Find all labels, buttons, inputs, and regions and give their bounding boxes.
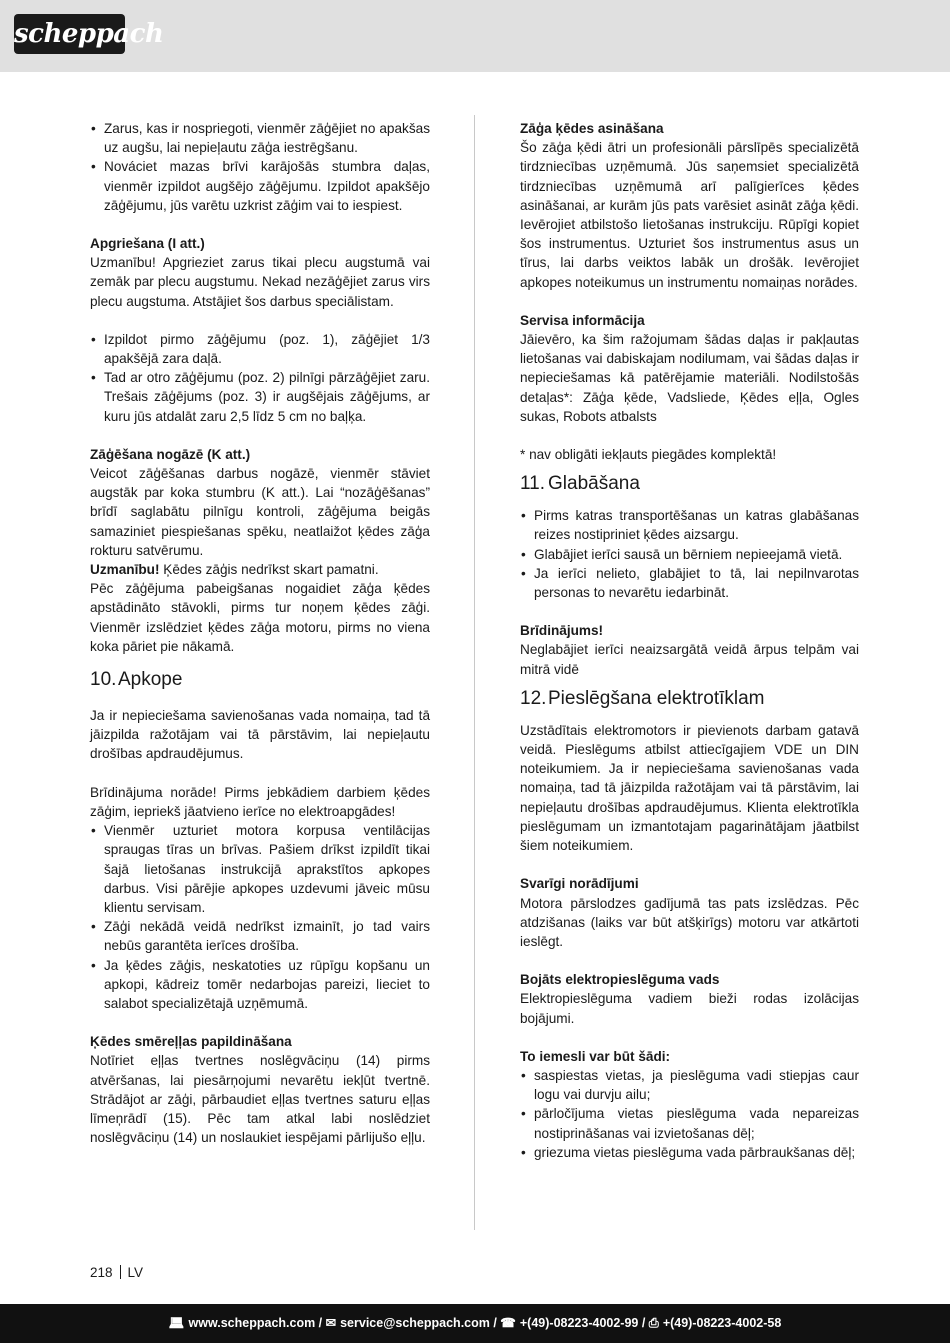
- bullet-list-iemesli: [520, 1066, 859, 1162]
- computer-icon: 💻︎: [168, 1316, 185, 1330]
- page-number: [90, 1265, 143, 1280]
- list-item: • Zarus, kas ir nospriegoti, vienmēr zāģējiet no apakšas uz augšu, lai nepieļautu zāģa iestrēgšanu.: [90, 119, 430, 157]
- subheading-servisa: Servisa informācija: [520, 312, 645, 328]
- paragraph-apgriesana: Uzmanību! Apgrieziet zarus tikai plecu augstumā vai zemāk par plecu augstumu. Nekad nezāģējiet zarus virs plecu augstuma. Atstājiet šos darbus speciālistam.: [90, 255, 430, 309]
- subheading-bridinajums: Brīdinājums!: [520, 623, 604, 639]
- fax-icon: ⎙: [648, 1316, 659, 1330]
- paragraph-eljas: Notīriet eļļas tvertnes noslēgvāciņu (14) pirms atvēršanas, lai piesārņojumi nevarētu iekļūt tvertnē. Strādājot ar zāģi, pārbaudiet eļļas tvertnes saturu eļļas līmeņrādī (15). Pēc tam atkal labi noslēdziet noslēgvāciņu (14) un noslaukiet iespējami pārlijušo eļļu.: [90, 1053, 430, 1146]
- list-item: • Tad ar otro zāģējumu (poz. 2) pilnīgi pārzāģējiet zaru. Trešais zāģējums (poz. 3) ir augšējais zāģējums, ar kuru jūs atdalāt zaru 2,5 līdz 5 cm no baļķa.: [90, 368, 430, 426]
- subheading-bojats: Bojāts elektropieslēguma vads: [520, 972, 720, 988]
- bullet-list-cut: [90, 330, 430, 426]
- subheading-apgriesana: Apgriešana (I att.): [90, 236, 205, 252]
- section-number: 12.: [520, 687, 547, 709]
- list-item: • Izpildot pirmo zāģējumu (poz. 1), zāģējiet 1/3 apakšējā zara daļā.: [90, 330, 430, 368]
- paragraph-nogaze: Veicot zāģēšanas darbus nogāzē, vienmēr stāviet augstāk par koka stumbru (K att.). Lai “nozāģēšanas” brīdī saglabātu pilnīgu kontroli, zāģējuma beigās samaziniet piespiešanas spēku, neatlaižot ķēdes zāģa rokturu satvērumu.: [90, 466, 430, 558]
- list-item: • Nováciet mazas brīvi karājošās stumbra daļas, vienmēr izpildot augšējo zāģējumu. Izpildot apakšējo zāģējumu, jūs varētu uzkrist zāģim vai to iespiest.: [90, 157, 430, 215]
- paragraph-servisa: Jāievēro, ka šim ražojumam šādas daļas ir pakļautas lietošanas vai dabiskajam nodilumam, vai šādas daļas ir nepieciešamas kā patērējamie materiāli. Nodilstošās detaļas*: Zāģa ķēde, Vadsliede, Ķēdes eļļa, Ogles sukas, Robots atbalsts: [520, 332, 859, 424]
- subheading-asinasana: Zāģa ķēdes asināšana: [520, 121, 664, 136]
- section-heading-piesleg: [520, 685, 859, 713]
- brand-logo: scheppach: [14, 14, 125, 54]
- warning-text: Ķēdes zāģis nedrīkst skart pamatni.: [159, 562, 379, 578]
- list-item: • Ja ierīci nelieto, glabājiet to tā, lai nepilnvarotas personas to nevarētu iedarbināt.: [520, 564, 859, 602]
- paragraph-nogaze-2: Pēc zāģējuma pabeigšanas nogaidiet zāģa ķēdes apstādināto stāvokli, pirms tur noņem ķēdes zāģi. Vienmēr izslēdziet ķēdes zāģa motoru, pirms no viena koka pāriet pie nākamā.: [90, 581, 430, 654]
- footer-fax: +(49)-08223-4002-58: [662, 1316, 782, 1330]
- footer-bar: [0, 1304, 950, 1343]
- mail-icon: ✉︎: [325, 1316, 337, 1330]
- list-item: • saspiestas vietas, ja pieslēguma vadi stiepjas caur logu vai durvju ailu;: [520, 1066, 859, 1104]
- list-item: • Vienmēr uzturiet motora korpusa ventilācijas spraugas tīras un brīvas. Pašiem drīkst izpildīt tikai šajā lietošanas instrukcijā aprakstītos apkopes darbus. Visi pārējie apkopes uzdevumi jāveic mūsu klientu servisam.: [90, 821, 430, 917]
- page-language: LV: [127, 1265, 144, 1280]
- section-heading-apkope: [90, 666, 430, 694]
- section-number: 11.: [520, 473, 546, 495]
- subheading-iemesli: To iemesli var būt šādi:: [520, 1048, 671, 1064]
- bullet-list-apkope: [90, 821, 430, 1013]
- footer-phone: +(49)-08223-4002-99: [519, 1316, 639, 1330]
- subheading-nogaze: Zāģēšana nogāzē (K att.): [90, 446, 251, 462]
- paragraph-apkope-1: Ja ir nepieciešama savienošanas vada nomaiņa, tad tā jāizpilda ražotājam vai tā pārstāvim, lai nepieļautu drošības apdraudējumus.: [90, 708, 430, 762]
- list-item: • Ja ķēdes zāģis, neskatoties uz rūpīgu kopšanu un apkopi, kādreiz tomēr nedarbojas pareizi, lieciet to salabot specializētajā uzņēmumā.: [90, 956, 430, 1014]
- paragraph-piesleg: Uzstādītais elektromotors ir pievienots darbam gatavā veidā. Pieslēgums atbilst attiecīgajiem VDE un DIN noteikumiem. Ja ir nepieciešama savienošanas vada nomaiņa, tad tā jāizpilda ražotājam vai tā pārstāvim, lai nepieļautu drošības apdraudējumus. Klienta elektrotīkla pieslēgumam un izmantotajam pagarinātājam jāatbilst šiem noteikumiem.: [520, 722, 859, 854]
- paragraph-svarigi: Motora pārslodzes gadījumā tas pats izslēdzas. Pēc atdzišanas (laiks var būt atšķirīgs) motoru var atkārtoti ieslēgt.: [520, 895, 859, 949]
- list-item: • Glabājiet ierīci sausā un bērniem nepieejamā vietā.: [520, 545, 859, 564]
- bullet-list-top: [90, 119, 430, 215]
- section-number: 10.: [90, 669, 117, 691]
- section-title: Apkope: [118, 669, 183, 691]
- header-band: [0, 0, 950, 72]
- section-title: Pieslēgšana elektrotīklam: [548, 687, 765, 709]
- left-column: [90, 119, 430, 1147]
- subheading-svarigi: Svarīgi norādījumi: [520, 876, 639, 892]
- footer-web-link[interactable]: www.scheppach.com: [188, 1316, 316, 1330]
- bullet-list-glabasana: [520, 506, 859, 602]
- section-title: Glabāšana: [548, 473, 640, 495]
- footnote-servisa: * nav obligāti iekļauts piegādes komplektā!: [520, 447, 777, 463]
- section-heading-glabasana: [520, 470, 859, 498]
- footer-contacts: 💻︎ www.scheppach.com / ✉︎ service@scheppach.com / ☎︎ +(49)-08223-4002-99 / ⎙ +(49)-08223-4002-58: [0, 1304, 950, 1343]
- footer-email-link[interactable]: service@scheppach.com: [340, 1316, 490, 1330]
- list-item: • Pirms katras transportēšanas un katras glabāšanas reizes nostipriniet ķēdes aizsargu.: [520, 506, 859, 544]
- paragraph-asinasana: Šo zāģa ķēdi ātri un profesionāli pārslīpēs specializētā tirdzniecības uzņēmumā. Jūs saņemsiet specializētā tirdzniecības uzņēmumā arī palīgierīces ķēdes asināšanai, ar kurām jūs pats varēsiet asināt zāģa ķēdi. Ievērojiet atbilstošo lietošanas instrukciju. Rūpīgi kopiet šos instrumentus. Uzturiet šos instrumentus asus un tīrus, lai darbs veiktos labāk un drošāk. Ievērojiet apkopes noteikumus un instrumentu nomaiņas norādes.: [520, 140, 859, 290]
- list-item: • pārločījuma vietas pieslēguma vada nepareizas nostiprināšanas vai izvietošanas dēļ;: [520, 1104, 859, 1142]
- warning-label: Uzmanību!: [90, 562, 160, 578]
- phone-icon: ☎︎: [500, 1316, 516, 1330]
- right-column: [520, 119, 859, 1162]
- paragraph-apkope-2: Brīdinājuma norāde! Pirms jebkādiem darbiem ķēdes zāģim, iepriekš jāatvieno ierīce no elektroapgādes!: [90, 784, 430, 819]
- list-item: • griezuma vietas pieslēguma vada pārbraukšanas dēļ;: [520, 1143, 859, 1162]
- page-number-value: 218: [90, 1265, 113, 1280]
- paragraph-bojats: Elektropieslēguma vadiem bieži rodas izolācijas bojājumi.: [520, 991, 859, 1026]
- warning-nogaze: [90, 560, 430, 579]
- subheading-eljas: Ķēdes smēreļļas papildināšana: [90, 1034, 292, 1050]
- paragraph-bridinajums: Neglabājiet ierīci neaizsargātā veidā ārpus telpām vai mitrā vidē: [520, 642, 859, 677]
- column-divider: [474, 115, 475, 1230]
- list-item: • Zāģi nekādā veidā nedrīkst izmainīt, jo tad vairs nebūs garantēta ierīces drošība.: [90, 917, 430, 955]
